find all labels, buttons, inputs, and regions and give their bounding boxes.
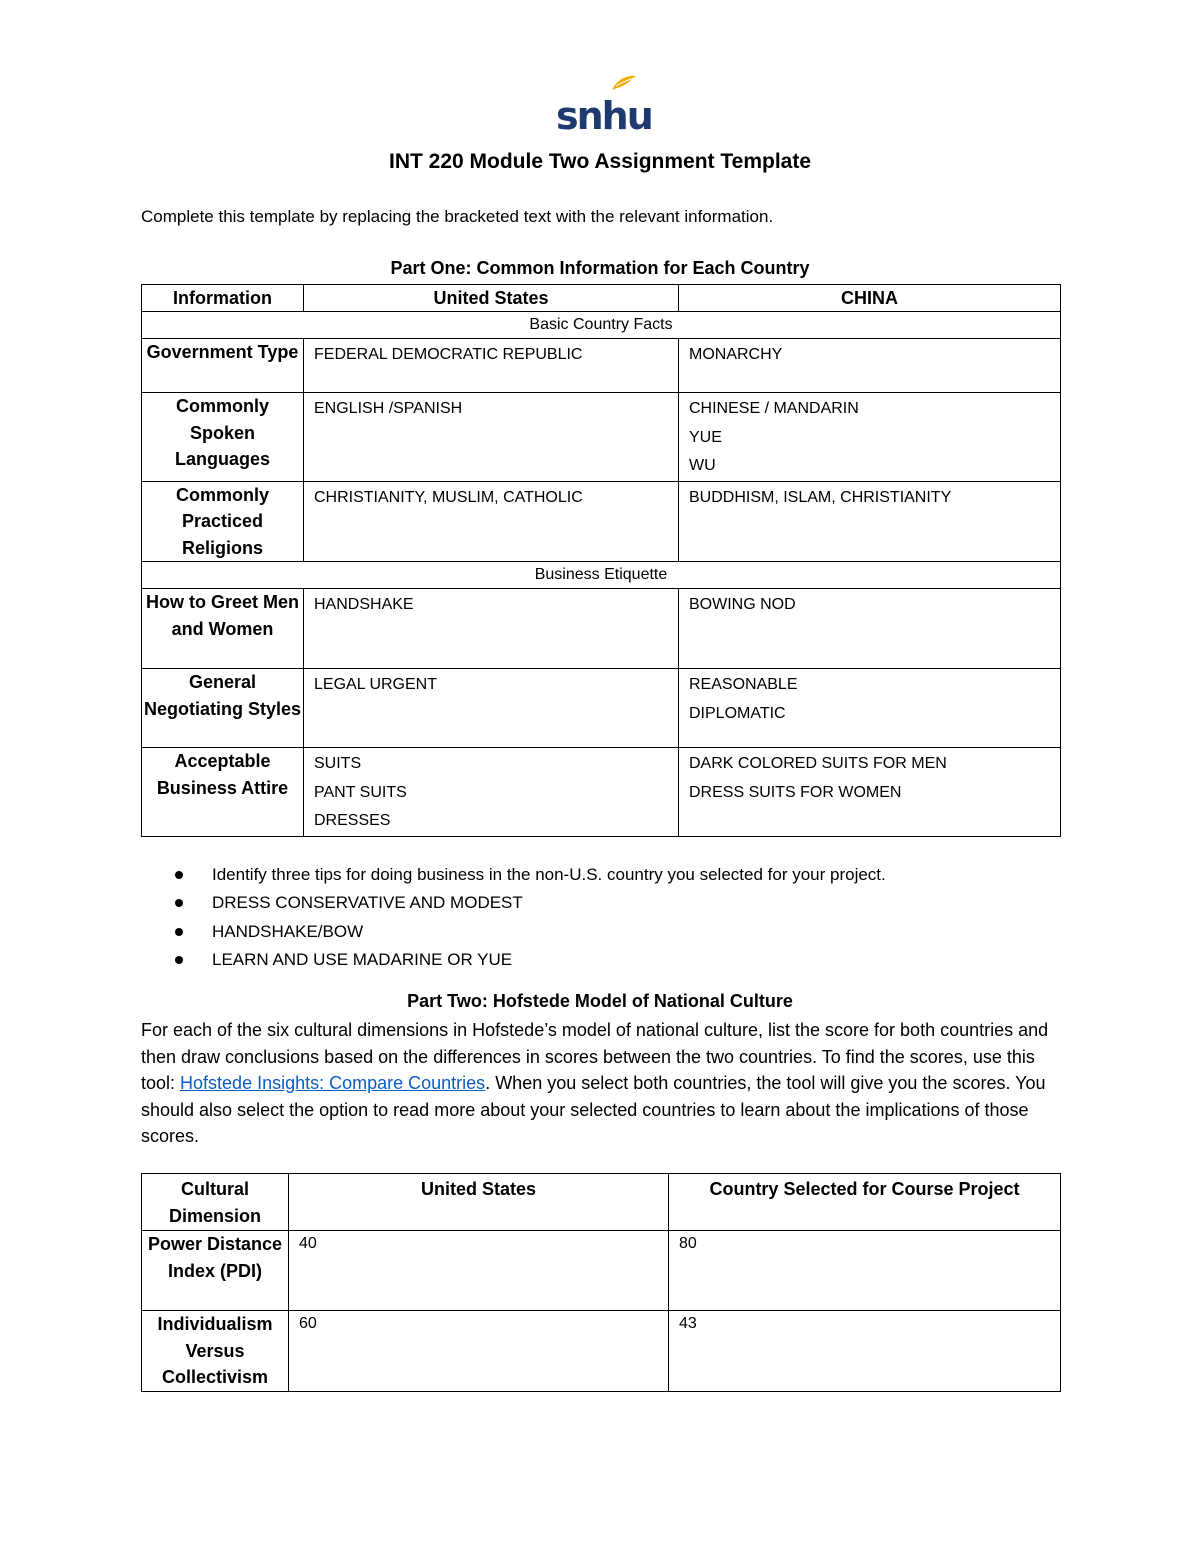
snhu-logo xyxy=(554,74,652,138)
other-value: MONARCHY xyxy=(679,339,1061,393)
section-row xyxy=(142,312,1061,339)
table-header-row xyxy=(142,1174,1061,1231)
row-label: How to Greet Men and Women xyxy=(142,589,304,669)
svg-text:snhu: snhu xyxy=(556,94,652,138)
us-value: ENGLISH /SPANISH xyxy=(304,393,679,482)
other-value: DARK COLORED SUITS FOR MEN DRESS SUITS FOR WOMEN xyxy=(679,748,1061,837)
section-row xyxy=(142,562,1061,589)
other-score: 80 xyxy=(669,1231,1061,1311)
bullet-icon xyxy=(175,956,183,964)
table-row xyxy=(142,481,1061,562)
part-two-heading: Part Two: Hofstede Model of National Culture xyxy=(407,991,793,1011)
other-value: CHINESE / MANDARIN YUE WU xyxy=(679,393,1061,482)
table-row xyxy=(142,669,1061,748)
row-label: Commonly Spoken Languages xyxy=(142,393,304,482)
other-value: BOWING NOD xyxy=(679,589,1061,669)
table-row xyxy=(142,393,1061,482)
section-title: Basic Country Facts xyxy=(142,312,1061,339)
other-value: BUDDHISM, ISLAM, CHRISTIANITY xyxy=(679,481,1061,562)
us-score: 60 xyxy=(289,1311,669,1392)
table-header-row xyxy=(142,285,1061,312)
hofstede-compare-link[interactable]: Hofstede Insights: Compare Countries xyxy=(180,1073,486,1093)
row-label: General Negotiating Styles xyxy=(142,669,304,748)
row-label: Government Type xyxy=(142,339,304,393)
hofstede-table xyxy=(141,1173,1061,1392)
column-header: Country Selected for Course Project xyxy=(669,1174,1061,1231)
table-row xyxy=(142,1311,1061,1392)
column-header: Cultural Dimension xyxy=(142,1174,289,1231)
list-item: HANDSHAKE/BOW xyxy=(175,918,886,946)
column-header: United States xyxy=(289,1174,669,1231)
row-label: Individualism Versus Collectivism xyxy=(142,1311,289,1392)
table-row xyxy=(142,748,1061,837)
document-title: INT 220 Module Two Assignment Template xyxy=(389,150,811,173)
bullet-icon xyxy=(175,928,183,936)
column-header: Information xyxy=(142,285,304,312)
tips-list xyxy=(175,861,886,974)
section-title: Business Etiquette xyxy=(142,562,1061,589)
table-row xyxy=(142,589,1061,669)
us-value: LEGAL URGENT xyxy=(304,669,679,748)
part-one-heading: Part One: Common Information for Each Country xyxy=(390,258,810,278)
other-score: 43 xyxy=(669,1311,1061,1392)
table-row xyxy=(142,1231,1061,1311)
us-value: SUITS PANT SUITS DRESSES xyxy=(304,748,679,837)
column-header: CHINA xyxy=(679,285,1061,312)
column-header: United States xyxy=(304,285,679,312)
list-item: LEARN AND USE MADARINE OR YUE xyxy=(175,946,886,974)
instructions-paragraph: For each of the six cultural dimensions in Hofstede’s model of national culture, list the score for both countries and then draw conclusions based on the differences in scores between the two countries. To find the scores, use this tool: Hofstede Insights: Compare Countries. When you select both countries, the tool will give you the scores. You should also select the option to read more about your selected countries to learn about the implications of those scores. xyxy=(141,1020,1049,1146)
row-label: Acceptable Business Attire xyxy=(142,748,304,837)
bullet-icon xyxy=(175,871,183,879)
us-score: 40 xyxy=(289,1231,669,1311)
other-value: REASONABLE DIPLOMATIC xyxy=(679,669,1061,748)
table-row xyxy=(142,339,1061,393)
list-item: Identify three tips for doing business in the non-U.S. country you selected for your project. xyxy=(175,861,886,889)
us-value: CHRISTIANITY, MUSLIM, CATHOLIC xyxy=(304,481,679,562)
list-item: DRESS CONSERVATIVE AND MODEST xyxy=(175,889,886,917)
row-label: Power Distance Index (PDI) xyxy=(142,1231,289,1311)
us-value: FEDERAL DEMOCRATIC REPUBLIC xyxy=(304,339,679,393)
intro-text: Complete this template by replacing the bracketed text with the relevant information. xyxy=(141,207,774,226)
country-info-table xyxy=(141,284,1061,837)
row-label: Commonly Practiced Religions xyxy=(142,481,304,562)
us-value: HANDSHAKE xyxy=(304,589,679,669)
bullet-icon xyxy=(175,899,183,907)
